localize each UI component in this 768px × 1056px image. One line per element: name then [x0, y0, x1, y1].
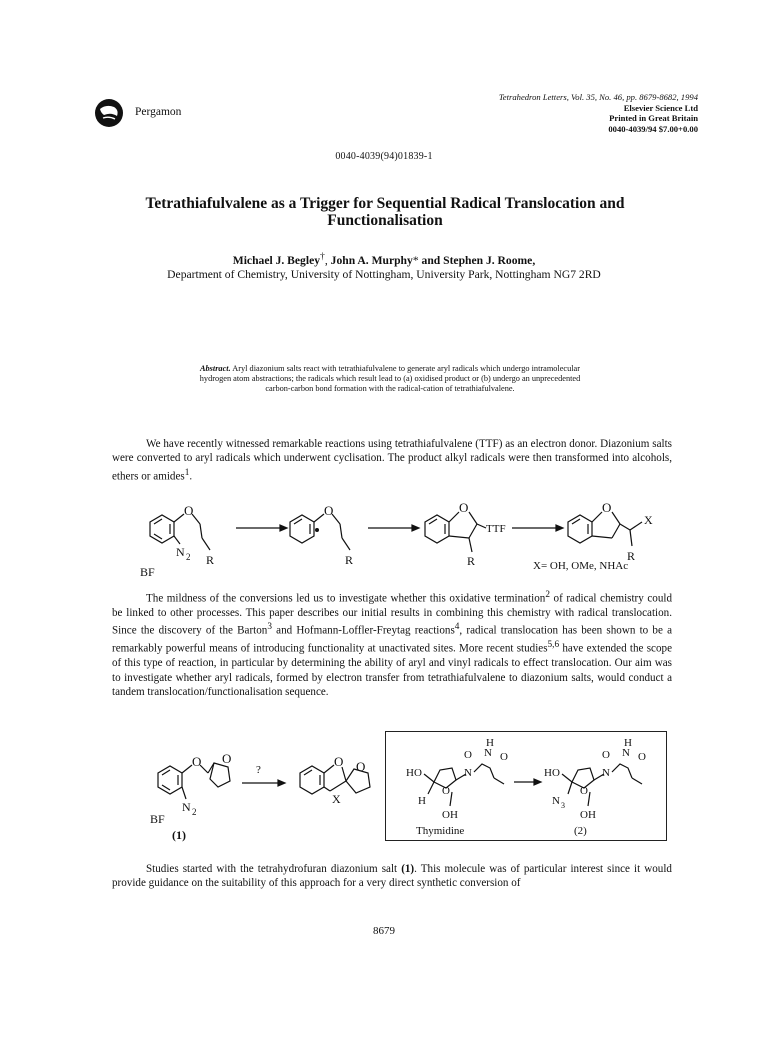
scheme1-n2-label: N — [176, 545, 185, 559]
compound1-o-label: O — [192, 754, 202, 769]
paper-title — [90, 195, 680, 229]
scheme1-aryl-radical — [290, 503, 353, 567]
title-line-2: Functionalisation — [327, 212, 443, 229]
scheme1-r-label-4: R — [627, 549, 636, 563]
scheme1-o-label-3: O — [459, 500, 469, 515]
compound1-ring-o-label: O — [222, 751, 232, 766]
compound2-ring-o-label: O — [580, 785, 588, 797]
scheme1-r-label-3: R — [467, 554, 476, 568]
thymidine-molecule — [406, 737, 508, 821]
target-o-label-2: O — [356, 759, 366, 774]
compound2-n3-ring-label: N — [622, 747, 630, 759]
para2-ref-1: 2 — [545, 590, 550, 600]
compound2-o4-label: O — [638, 751, 646, 763]
para1-ref: 1 — [184, 467, 190, 478]
compound1-bf4-label: BF — [150, 812, 165, 826]
target-x-label: X — [332, 792, 341, 806]
compound2-oh-label: OH — [580, 809, 596, 821]
para3-text-b: . This molecule was of particular interest since it would provide guidance on the suitability of this approach for a very direct synthetic conversion of — [112, 863, 672, 890]
scheme1-ttf-label: TTF — [486, 523, 506, 535]
printed-line: Printed in Great Britain — [609, 113, 698, 124]
author-block — [0, 250, 768, 283]
author-and: and — [421, 253, 441, 267]
scheme1-substituent-label: X= OH, OMe, NHAc — [533, 560, 629, 572]
thymidine-ring-o-label: O — [442, 785, 450, 797]
scheme1-x-atom: X — [644, 513, 653, 527]
compound2-ho-label: HO — [544, 767, 560, 779]
para1-end: . — [189, 470, 193, 483]
scheme1-product — [568, 500, 653, 563]
price-line: 0040-4039/94 $7.00+0.00 — [608, 123, 698, 134]
scheme1-r-label-2: R — [345, 553, 354, 567]
compound-1-molecule — [150, 751, 231, 842]
author-1-mark: † — [320, 251, 325, 262]
affiliation: Department of Chemistry, University of Nottingham, University Park, Nottingham NG7 2RD — [167, 268, 601, 282]
publisher-name: Pergamon — [135, 106, 182, 118]
body-paragraph-2 — [112, 588, 672, 699]
journal-citation: Tetrahedron Letters, Vol. 35, No. 46, pp. 8679-8682, 1994 — [498, 92, 698, 102]
thymidine-h-label: H — [418, 795, 426, 807]
compound-1-label: (1) — [172, 828, 186, 842]
scheme1-n2-sub: 2 — [186, 552, 191, 562]
compound-2-molecule — [544, 737, 646, 821]
target-o-label-1: O — [334, 754, 344, 769]
author-2-mark: * — [412, 253, 419, 267]
author-names: Michael J. Begley†, John A. Murphy* and Stephen J. Roome, — [232, 251, 536, 267]
para2-text-e: have extended the scope of this type of reaction, in particular by determining the ability of aryl and vinyl radicals to effect translocation. Our aim was to investigate whether aryl radicals, formed by electron transfer from tetrathiafulvalene to diazonium salts, would conduct a tandem translocation/functionalisation sequence. — [112, 642, 672, 698]
para2-ref-4: 5,6 — [547, 640, 560, 651]
para2-text-c: and Hofmann-Loffler-Freytag reactions — [271, 624, 455, 637]
para3-text-a: Studies started with the tetrahydrofuran diazonium salt — [146, 863, 402, 875]
body-paragraph-1 — [112, 437, 672, 484]
thymidine-label: Thymidine — [416, 825, 465, 837]
author-1: Michael J. Begley — [232, 253, 321, 267]
scheme1-o-label-4: O — [602, 500, 612, 515]
scheme1-bf4-label: BF — [140, 565, 155, 579]
compound2-o2-label: O — [602, 749, 610, 761]
compound1-n2-label: N — [182, 800, 191, 814]
thymidine-nh-label: H — [486, 737, 494, 749]
para2-text-b: of radical chemistry could be linked to other processes. This paper describes our initial results in combining this chemistry with radical translocation. Since the discovery of the Barton — [112, 592, 672, 637]
para2-ref-3: 4 — [454, 622, 460, 633]
thymidine-o2-label: O — [464, 749, 472, 761]
abstract — [190, 364, 590, 395]
abstract-label: Abstract. — [199, 364, 231, 373]
pergamon-logo-icon — [94, 98, 124, 128]
para2-text-a: The mildness of the conversions led us to investigate whether this oxidative termination — [146, 592, 546, 605]
doi-identifier: 0040-4039(94)01839-1 — [335, 151, 433, 162]
compound2-nh-label: H — [624, 737, 632, 749]
journal-citation-block — [499, 92, 698, 134]
scheme2-question-mark: ? — [256, 764, 261, 776]
compound2-n1-label: N — [602, 767, 610, 779]
thymidine-scheme-box — [385, 731, 667, 841]
scheme1-ttf-adduct — [425, 500, 506, 568]
scheme1-diazonium-molecule — [140, 503, 214, 579]
scheme1-o-label-2: O — [324, 503, 334, 518]
author-2: John A. Murphy — [330, 253, 413, 267]
body-paragraph-3 — [112, 862, 672, 891]
scheme1-r-label-1: R — [206, 553, 215, 567]
compound1-n2-sub: 2 — [192, 807, 197, 817]
para2-text-d: , radical translocation has been shown to be a remarkably powerful means of introducing functionality at unactivated sites. More recent studies — [112, 624, 673, 655]
compound-2-label: (2) — [574, 825, 587, 837]
compound2-n3-sub: 3 — [561, 801, 565, 810]
abstract-text: Aryl diazonium salts react with tetrathiafulvalene to generate aryl radicals which undergo intramolecular hydrogen atom abstractions; the radicals which result lead to (a) oxidised product or (b) undergo an unprecedented carbon-carbon bond formation with the radical-cation of tetrathiafulvalene. — [199, 364, 581, 394]
para2-ref-2: 3 — [267, 622, 272, 633]
scheme-2-reaction — [150, 745, 390, 845]
target-spiro-molecule — [300, 754, 370, 806]
compound2-n3-label: N — [552, 795, 560, 807]
thymidine-ho-label: HO — [406, 767, 422, 779]
scheme1-o-label-1: O — [184, 503, 194, 518]
para3-compound-ref: (1) — [401, 863, 415, 875]
thymidine-oh-label: OH — [442, 809, 458, 821]
author-3: Stephen J. Roome, — [443, 253, 536, 267]
thymidine-o4-label: O — [500, 751, 508, 763]
page-number: 8679 — [373, 925, 395, 937]
thymidine-n1-label: N — [464, 767, 472, 779]
publisher-line: Elsevier Science Ltd — [623, 102, 698, 113]
thymidine-conversion-svg — [386, 732, 666, 840]
para1-text: We have recently witnessed remarkable reactions using tetrathiafulvalene (TTF) as an electron donor. Diazonium salts were converted to aryl radicals which underwent cyclisation. The product alkyl radicals were then transformed into alcohols, ethers or amides — [112, 438, 672, 483]
thymidine-n3-label: N — [484, 747, 492, 759]
title-line-1: Tetrathiafulvalene as a Trigger for Sequential Radical Translocation and — [145, 195, 625, 212]
